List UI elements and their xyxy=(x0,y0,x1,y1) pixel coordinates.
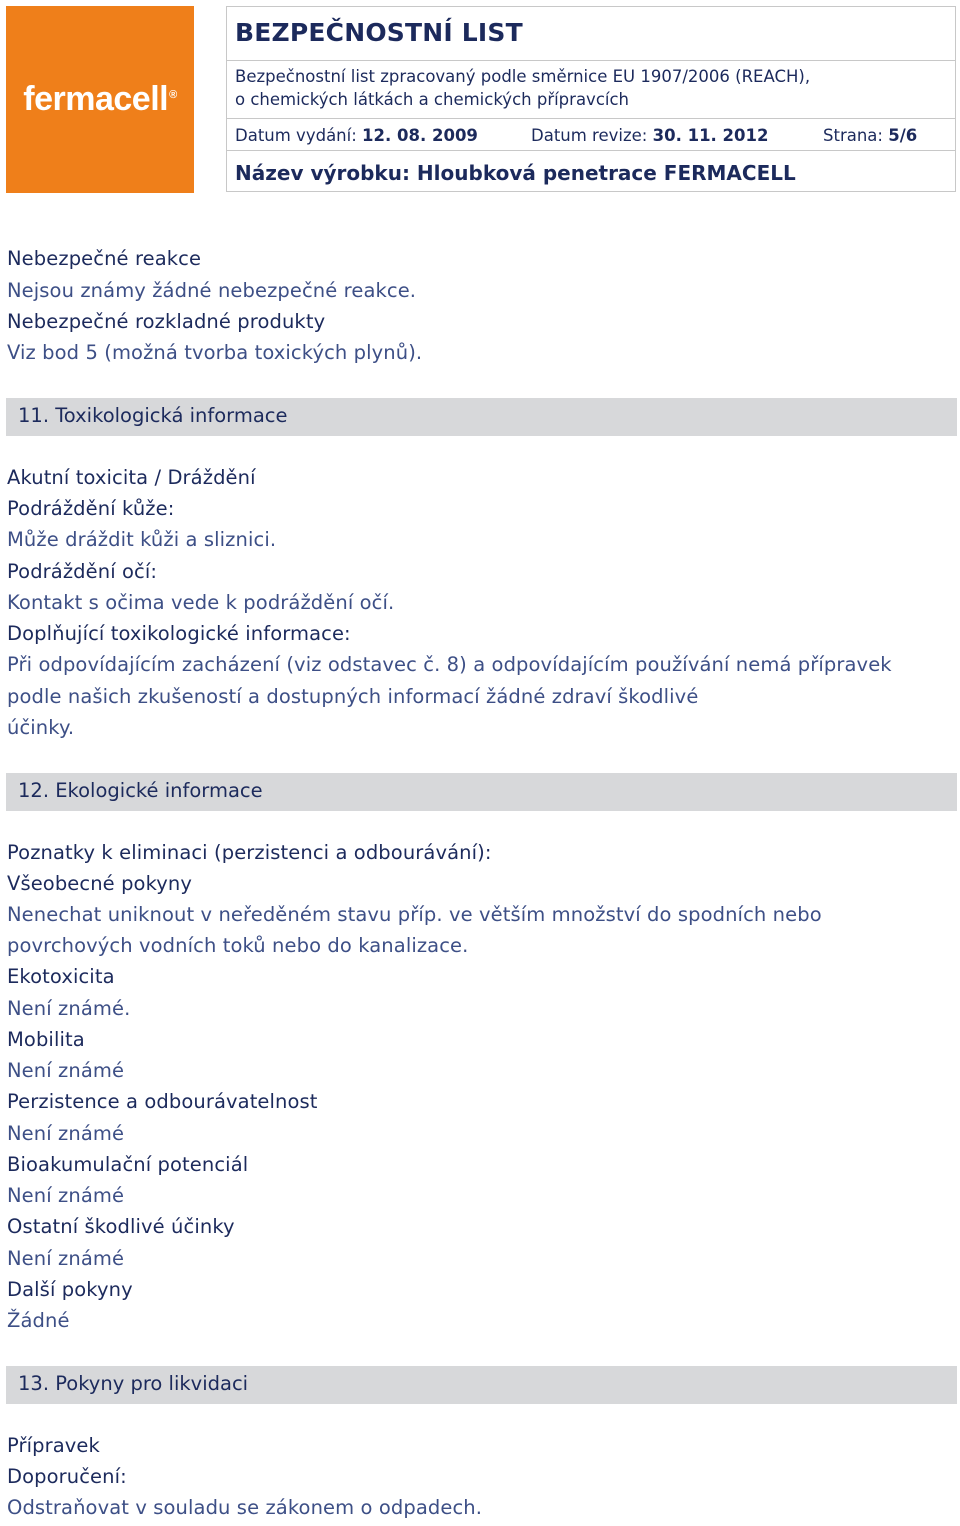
subheading-bioaccumulation: Bioakumulační potenciál xyxy=(7,1153,249,1176)
subheading-mobility: Mobilita xyxy=(7,1028,85,1051)
section-13-bar xyxy=(6,1366,957,1404)
subheading-persistence: Perzistence a odbourávatelnost xyxy=(7,1090,318,1113)
section-11-heading: 11. Toxikologická informace xyxy=(18,404,288,427)
issue-date-label: Datum vydání: xyxy=(235,126,357,145)
subheading-acute-toxicity: Akutní toxicita / Dráždění xyxy=(7,466,256,489)
text-line: Není známé xyxy=(7,1122,125,1145)
regulation-line-2: o chemických látkách a chemických přípravcích xyxy=(235,90,630,109)
section-13-heading: 13. Pokyny pro likvidaci xyxy=(18,1372,249,1395)
subheading-further-info: Další pokyny xyxy=(7,1278,133,1301)
subheading-skin-irritation: Podráždění kůže: xyxy=(7,497,175,520)
text-line: Odstraňovat v souladu se zákonem o odpadech. xyxy=(7,1496,483,1519)
product-name: Název výrobku: Hloubková penetrace FERMACELL xyxy=(235,161,796,185)
text-line: povrchových vodních toků nebo do kanalizace. xyxy=(7,934,469,957)
text-line: Může dráždit kůži a sliznici. xyxy=(7,528,277,551)
text-line: Není známé xyxy=(7,1184,125,1207)
section-12-heading: 12. Ekologické informace xyxy=(18,779,263,802)
text-line: podle našich zkušeností a dostupných informací žádné zdraví škodlivé xyxy=(7,685,699,708)
text-line: Při odpovídajícím zacházení (viz odstavec č. 8) a odpovídajícím používání nemá přípravek xyxy=(7,653,892,676)
issue-date-value: 12. 08. 2009 xyxy=(362,126,478,145)
text-line: Nenechat uniknout v neředěném stavu příp. ve větším množství do spodních nebo xyxy=(7,903,822,926)
header-title-row xyxy=(227,7,955,61)
subheading-additional-info: Doplňující toxikologické informace: xyxy=(7,622,351,645)
document-header xyxy=(226,6,956,192)
text-line: Nejsou známy žádné nebezpečné reakce. xyxy=(7,279,417,302)
page-number xyxy=(823,126,917,145)
subheading-other-effects: Ostatní škodlivé účinky xyxy=(7,1215,235,1238)
subheading-eye-irritation: Podráždění očí: xyxy=(7,560,158,583)
subheading-hazardous-reactions: Nebezpečné reakce xyxy=(7,247,202,270)
section-11-bar xyxy=(6,398,957,436)
subheading-ecotoxicity: Ekotoxicita xyxy=(7,965,115,988)
text-line: Není známé xyxy=(7,1059,125,1082)
logo-text: fermacell xyxy=(23,80,169,118)
text-line: Není známé. xyxy=(7,997,131,1020)
page-number-value: 5/6 xyxy=(888,126,918,145)
subheading-preparation: Přípravek xyxy=(7,1434,100,1457)
section-12-bar xyxy=(6,773,957,811)
text-line: účinky. xyxy=(7,716,75,739)
regulation-line-1: Bezpečnostní list zpracovaný podle směrnice EU 1907/2006 (REACH), xyxy=(235,67,811,86)
subheading-elimination: Poznatky k eliminaci (perzistenci a odbourávání): xyxy=(7,841,492,864)
subheading-decomposition-products: Nebezpečné rozkladné produkty xyxy=(7,310,326,333)
header-dates-row xyxy=(227,119,955,151)
subheading-general: Všeobecné pokyny xyxy=(7,872,193,895)
text-line: Není známé xyxy=(7,1247,125,1270)
registered-mark: ® xyxy=(169,88,177,101)
fermacell-logo xyxy=(6,6,194,193)
issue-date xyxy=(235,126,478,145)
page-number-label: Strana: xyxy=(823,126,883,145)
document-title: BEZPEČNOSTNÍ LIST xyxy=(235,18,523,47)
text-line: Viz bod 5 (možná tvorba toxických plynů). xyxy=(7,341,423,364)
text-line: Kontakt s očima vede k podráždění očí. xyxy=(7,591,395,614)
header-subtitle-row xyxy=(227,61,955,119)
revision-date xyxy=(531,126,768,145)
revision-date-label: Datum revize: xyxy=(531,126,648,145)
revision-date-value: 30. 11. 2012 xyxy=(652,126,769,145)
text-line: Žádné xyxy=(7,1309,70,1332)
header-product-row xyxy=(227,151,955,193)
subheading-recommendation: Doporučení: xyxy=(7,1465,127,1488)
logo-wordmark xyxy=(6,80,194,119)
